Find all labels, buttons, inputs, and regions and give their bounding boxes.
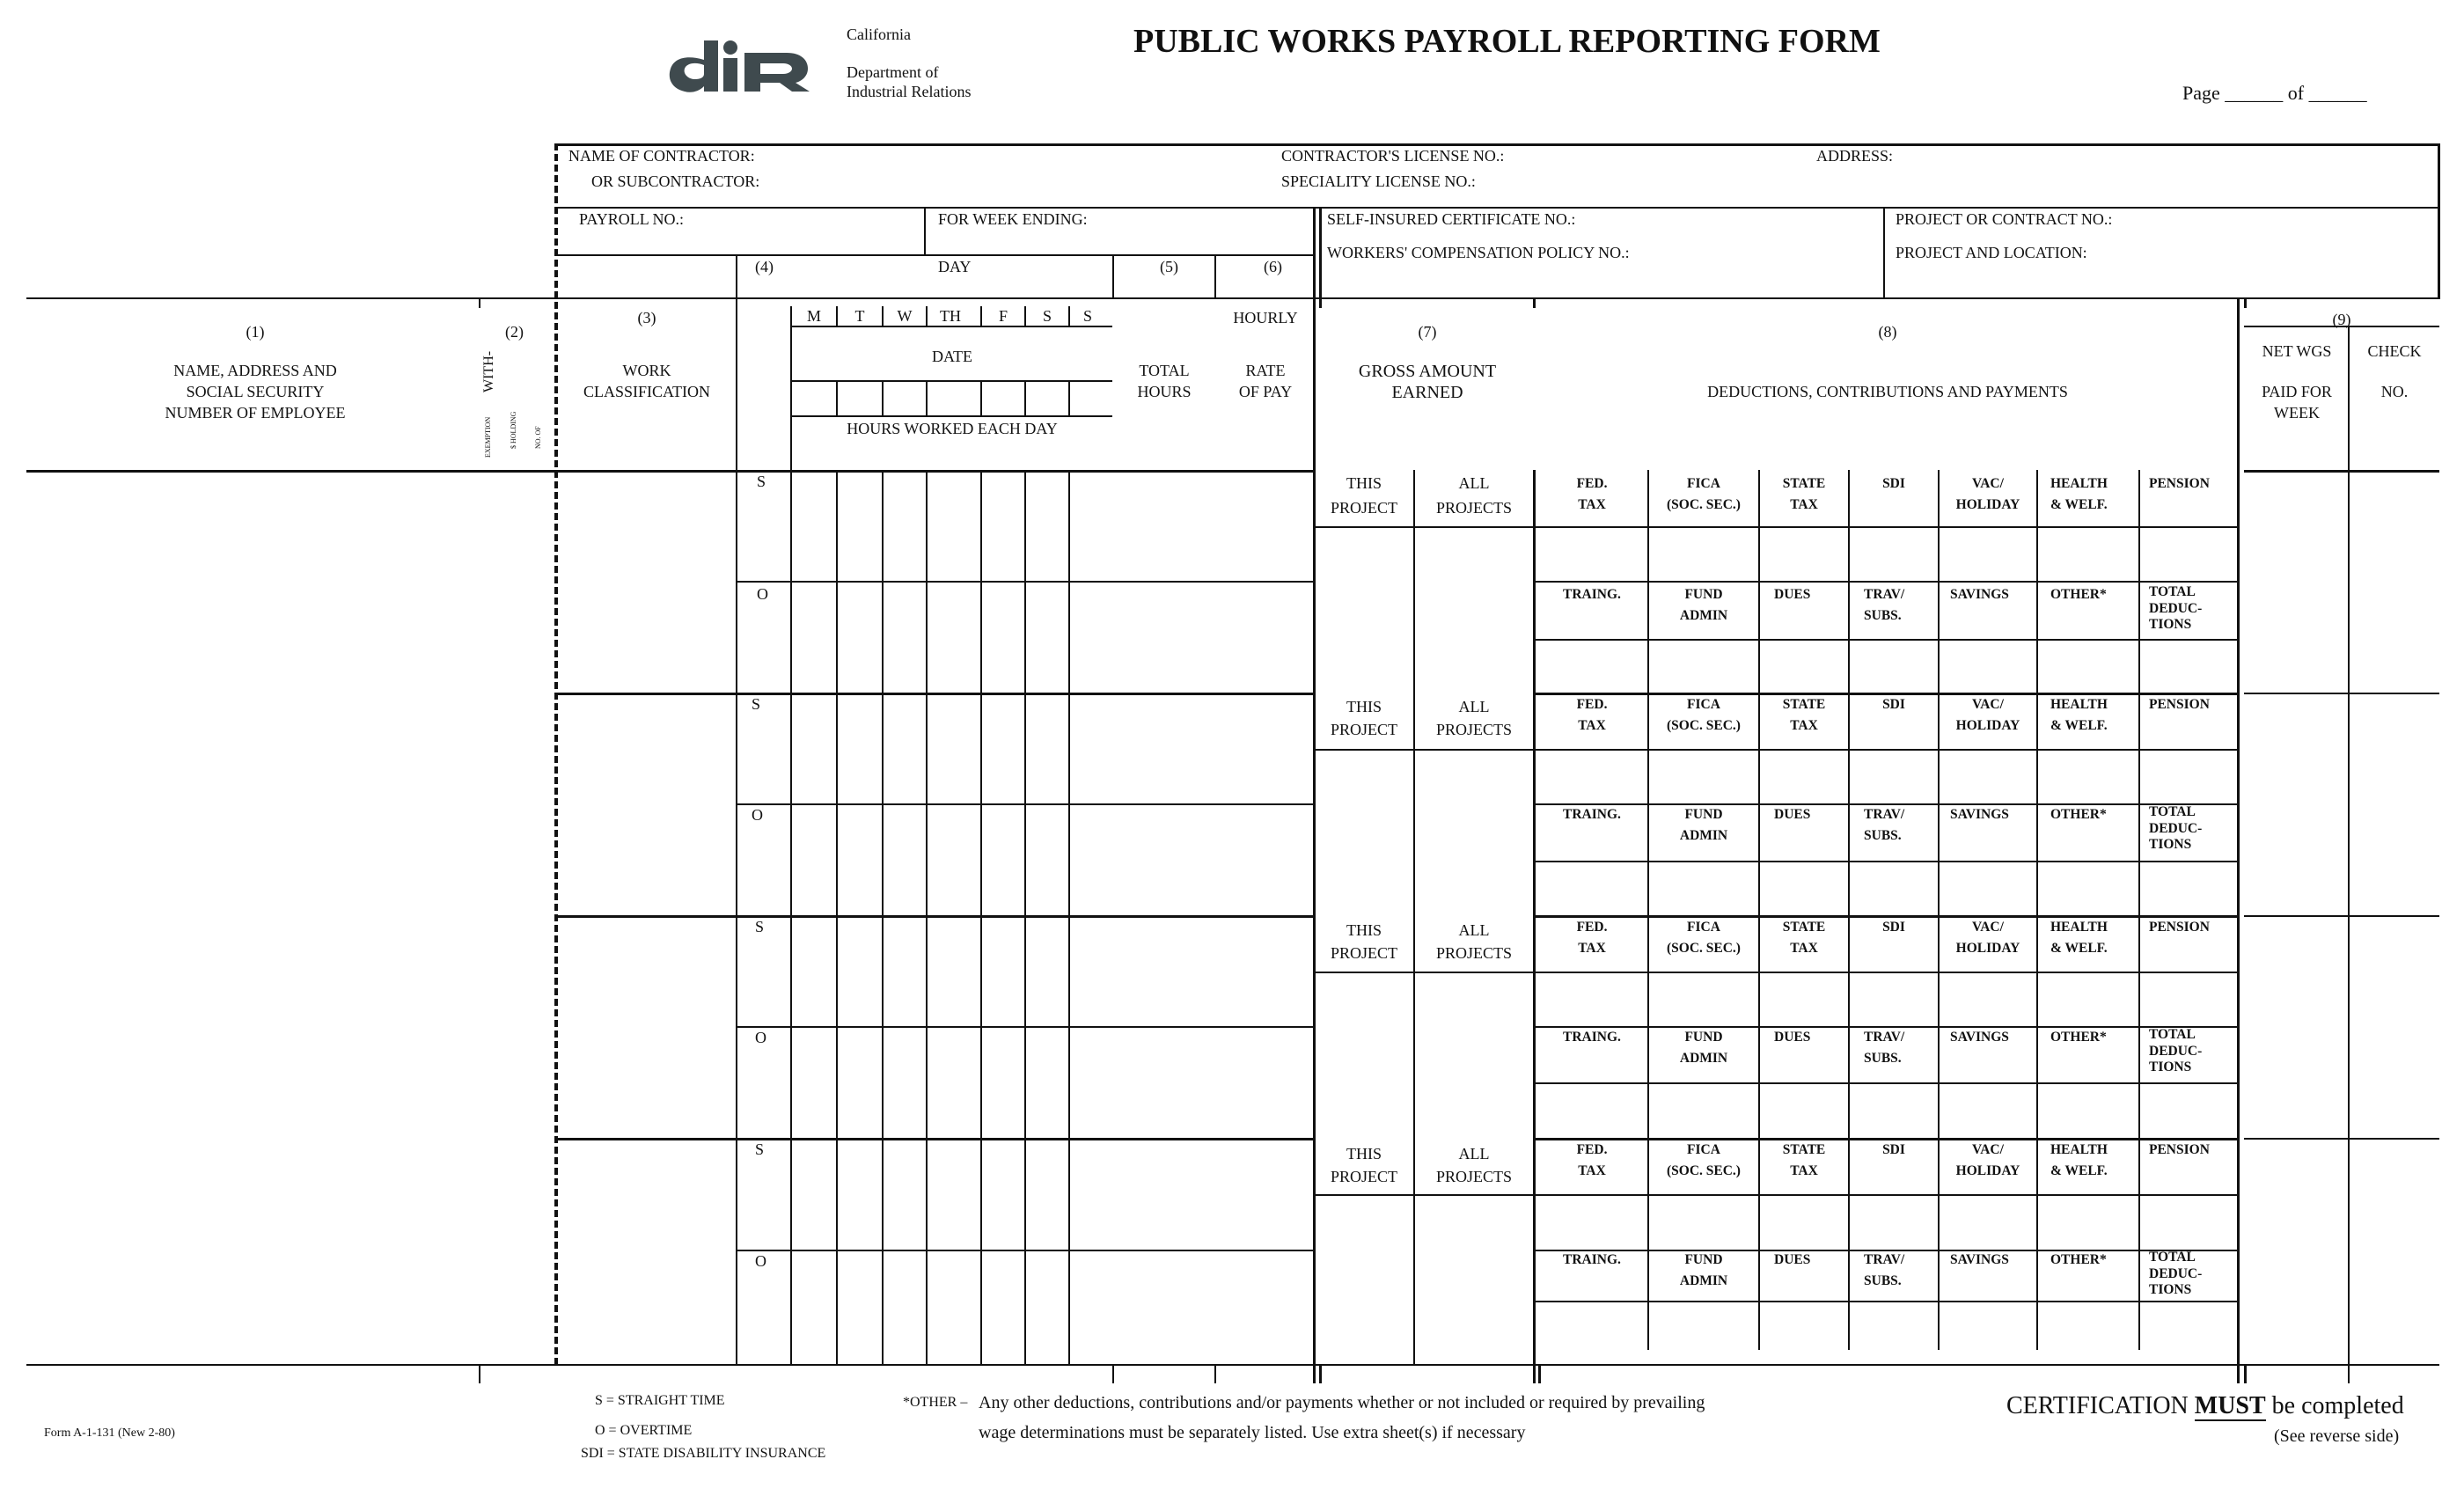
- dues-label: DUES: [1774, 587, 1811, 602]
- state-tax-label: STATE TAX: [1782, 476, 1826, 513]
- day-m: M: [806, 307, 821, 325]
- all-projects-label-line1: ALL: [1458, 474, 1490, 492]
- other-footnote-prefix: *OTHER –: [903, 1395, 968, 1410]
- travel-subsistence-label: TRAV/ SUBS.: [1864, 587, 1905, 624]
- form-title: PUBLIC WORKS PAYROLL REPORTING FORM: [1133, 23, 1881, 60]
- col9-net-wages-line2: PAID FOR: [2262, 383, 2332, 400]
- total-deductions-label: TOTAL DEDUC- TIONS: [2149, 804, 2203, 853]
- other-footnote-line2: wage determinations must be separately listed. Use extra sheet(s) if necessary: [979, 1423, 1526, 1442]
- sdi-label: SDI: [1882, 476, 1905, 491]
- day-f: F: [998, 307, 1008, 325]
- this-project-label-line1: THIS: [1346, 1145, 1382, 1162]
- col6-number: (6): [1264, 258, 1282, 275]
- total-deductions-label: TOTAL DEDUC- TIONS: [2149, 1250, 2203, 1298]
- total-deductions-label: TOTAL DEDUC- TIONS: [2149, 1027, 2203, 1075]
- pension-label: PENSION: [2149, 697, 2210, 712]
- sdi-label: SDI: [1882, 920, 1905, 935]
- state-tax-label: STATE TAX: [1782, 920, 1826, 957]
- self-insured-field[interactable]: SELF-INSURED CERTIFICATE NO.:: [1327, 210, 1576, 228]
- col2-holding: $ HOLDING: [510, 411, 517, 449]
- fund-admin-label: FUND ADMIN: [1679, 1030, 1728, 1067]
- all-projects-label-line1: ALL: [1458, 1145, 1490, 1162]
- day-w: W: [897, 307, 913, 325]
- speciality-license-field[interactable]: SPECIALITY LICENSE NO.:: [1281, 172, 1476, 190]
- col1-label-line3: NUMBER OF EMPLOYEE: [165, 404, 346, 422]
- col9-check-line2: NO.: [2380, 383, 2409, 400]
- pension-label: PENSION: [2149, 920, 2210, 935]
- this-project-label-line2: PROJECT: [1330, 944, 1398, 962]
- col2-exemption: EXEMPTION: [484, 416, 492, 458]
- fica-label: FICA (SOC. SEC.): [1667, 920, 1741, 957]
- department-line2: Industrial Relations: [847, 83, 972, 100]
- fed-tax-label: FED. TAX: [1576, 697, 1608, 734]
- col3-label-line1: WORK: [622, 362, 671, 379]
- dues-label: DUES: [1774, 1030, 1811, 1045]
- this-project-label-line2: PROJECT: [1330, 499, 1398, 517]
- col3-number: (3): [637, 309, 656, 326]
- health-welfare-label: HEALTH & WELF.: [2050, 1142, 2108, 1179]
- day-label: DAY: [938, 258, 972, 275]
- day-s1: S: [1042, 307, 1052, 325]
- savings-label: SAVINGS: [1950, 587, 2009, 602]
- subcontractor-field[interactable]: OR SUBCONTRACTOR:: [591, 172, 760, 190]
- this-project-label-line1: THIS: [1346, 921, 1382, 939]
- this-project-label-line1: THIS: [1346, 474, 1382, 492]
- vac-holiday-label: VAC/ HOLIDAY: [1955, 697, 2020, 734]
- col8-label: DEDUCTIONS, CONTRIBUTIONS AND PAYMENTS: [1707, 383, 2068, 400]
- training-label: TRAING.: [1563, 1252, 1621, 1267]
- pension-label: PENSION: [2149, 476, 2210, 491]
- travel-subsistence-label: TRAV/ SUBS.: [1864, 1030, 1905, 1067]
- training-label: TRAING.: [1563, 1030, 1621, 1045]
- col2-no-of: NO. OF: [534, 426, 542, 449]
- training-label: TRAING.: [1563, 807, 1621, 822]
- all-projects-label-line1: ALL: [1458, 698, 1490, 715]
- col5-label-line1: TOTAL: [1139, 362, 1190, 379]
- col9-net-wages-line1: NET WGS: [2262, 342, 2332, 360]
- state-tax-label: STATE TAX: [1782, 697, 1826, 734]
- straight-time-marker: S: [755, 918, 765, 935]
- state-tax-label: STATE TAX: [1782, 1142, 1826, 1179]
- overtime-marker: O: [752, 806, 763, 824]
- col1-label-line2: SOCIAL SECURITY: [186, 383, 325, 400]
- health-welfare-label: HEALTH & WELF.: [2050, 920, 2108, 957]
- col5-label-line2: HOURS: [1137, 383, 1192, 400]
- state-name: California: [847, 26, 911, 43]
- training-label: TRAING.: [1563, 587, 1621, 602]
- fica-label: FICA (SOC. SEC.): [1667, 697, 1741, 734]
- project-location-field[interactable]: PROJECT AND LOCATION:: [1896, 244, 2087, 261]
- col9-net-wages-line3: WEEK: [2274, 404, 2320, 422]
- all-projects-label-line2: PROJECTS: [1435, 499, 1513, 517]
- fund-admin-label: FUND ADMIN: [1679, 807, 1728, 844]
- fed-tax-label: FED. TAX: [1576, 1142, 1608, 1179]
- col7-label-line1: GROSS AMOUNT: [1358, 362, 1497, 381]
- certification-note: (See reverse side): [2274, 1426, 2400, 1446]
- col4-number: (4): [755, 258, 774, 275]
- this-project-label-line2: PROJECT: [1330, 1168, 1398, 1185]
- license-field[interactable]: CONTRACTOR'S LICENSE NO.:: [1281, 147, 1505, 165]
- all-projects-label-line1: ALL: [1458, 921, 1490, 939]
- week-ending-field[interactable]: FOR WEEK ENDING:: [938, 210, 1088, 228]
- all-projects-label-line2: PROJECTS: [1435, 721, 1513, 738]
- col1-label-line1: NAME, ADDRESS AND: [173, 362, 337, 379]
- project-no-field[interactable]: PROJECT OR CONTRACT NO.:: [1896, 210, 2113, 228]
- all-projects-label-line2: PROJECTS: [1435, 1168, 1513, 1185]
- hours-worked-label: HOURS WORKED EACH DAY: [847, 420, 1058, 437]
- straight-time-marker: S: [755, 1140, 765, 1158]
- overtime-legend: O = OVERTIME: [595, 1423, 693, 1438]
- dues-label: DUES: [1774, 1252, 1811, 1267]
- workers-comp-field[interactable]: WORKERS' COMPENSATION POLICY NO.:: [1327, 244, 1630, 261]
- col6-label-line2: OF PAY: [1238, 383, 1293, 400]
- day-th: TH: [940, 307, 961, 325]
- dues-label: DUES: [1774, 807, 1811, 822]
- health-welfare-label: HEALTH & WELF.: [2050, 476, 2108, 513]
- overtime-marker: O: [755, 1252, 766, 1270]
- overtime-marker: O: [757, 585, 768, 603]
- col7-number: (7): [1418, 323, 1437, 341]
- other-footnote-line1: Any other deductions, contributions and/or payments whether or not included or required by prevailing: [979, 1393, 1705, 1412]
- page-count-field[interactable]: Page ______ of ______: [2182, 82, 2367, 104]
- form-number: Form A-1-131 (New 2-80): [44, 1426, 175, 1440]
- col2-withholding: WITH-: [481, 350, 496, 392]
- other-label: OTHER*: [2050, 1030, 2107, 1045]
- vac-holiday-label: VAC/ HOLIDAY: [1955, 1142, 2020, 1179]
- col5-number: (5): [1160, 258, 1178, 275]
- travel-subsistence-label: TRAV/ SUBS.: [1864, 1252, 1905, 1289]
- date-label: DATE: [932, 348, 972, 365]
- sdi-label: SDI: [1882, 697, 1905, 712]
- payroll-no-field[interactable]: PAYROLL NO.:: [579, 210, 685, 228]
- vac-holiday-label: VAC/ HOLIDAY: [1955, 920, 2020, 957]
- all-projects-label-line2: PROJECTS: [1435, 944, 1513, 962]
- col7-label-line2: EARNED: [1391, 383, 1463, 402]
- straight-time-legend: S = STRAIGHT TIME: [595, 1393, 725, 1408]
- dir-logo: [669, 39, 818, 100]
- day-s2: S: [1082, 307, 1092, 325]
- other-label: OTHER*: [2050, 1252, 2107, 1267]
- certification-notice: CERTIFICATION MUST be completed: [2006, 1392, 2404, 1419]
- vac-holiday-label: VAC/ HOLIDAY: [1955, 476, 2020, 513]
- fund-admin-label: FUND ADMIN: [1679, 587, 1728, 624]
- fica-label: FICA (SOC. SEC.): [1667, 476, 1741, 513]
- col9-number: (9): [2332, 311, 2351, 328]
- day-t: T: [854, 307, 865, 325]
- pension-label: PENSION: [2149, 1142, 2210, 1157]
- savings-label: SAVINGS: [1950, 807, 2009, 822]
- savings-label: SAVINGS: [1950, 1030, 2009, 1045]
- savings-label: SAVINGS: [1950, 1252, 2009, 1267]
- col9-check-line1: CHECK: [2367, 342, 2422, 360]
- address-field[interactable]: ADDRESS:: [1816, 147, 1894, 165]
- col3-label-line2: CLASSIFICATION: [583, 383, 711, 400]
- col6-label-line0: HOURLY: [1233, 309, 1298, 326]
- total-deductions-label: TOTAL DEDUC- TIONS: [2149, 584, 2203, 633]
- other-label: OTHER*: [2050, 807, 2107, 822]
- straight-time-marker: S: [752, 695, 761, 713]
- fica-label: FICA (SOC. SEC.): [1667, 1142, 1741, 1179]
- this-project-label-line2: PROJECT: [1330, 721, 1398, 738]
- overtime-marker: O: [755, 1029, 766, 1046]
- health-welfare-label: HEALTH & WELF.: [2050, 697, 2108, 734]
- col6-label-line1: RATE: [1245, 362, 1286, 379]
- col2-number: (2): [505, 323, 524, 341]
- other-label: OTHER*: [2050, 587, 2107, 602]
- sdi-label: SDI: [1882, 1142, 1905, 1157]
- fed-tax-label: FED. TAX: [1576, 920, 1608, 957]
- travel-subsistence-label: TRAV/ SUBS.: [1864, 807, 1905, 844]
- this-project-label-line1: THIS: [1346, 698, 1382, 715]
- fed-tax-label: FED. TAX: [1576, 476, 1608, 513]
- fund-admin-label: FUND ADMIN: [1679, 1252, 1728, 1289]
- col1-number: (1): [246, 323, 265, 341]
- straight-time-marker: S: [757, 473, 766, 490]
- col8-number: (8): [1878, 323, 1897, 341]
- contractor-name-field[interactable]: NAME OF CONTRACTOR:: [568, 147, 755, 165]
- department-line1: Department of: [847, 63, 939, 81]
- sdi-legend: SDI = STATE DISABILITY INSURANCE: [581, 1446, 826, 1461]
